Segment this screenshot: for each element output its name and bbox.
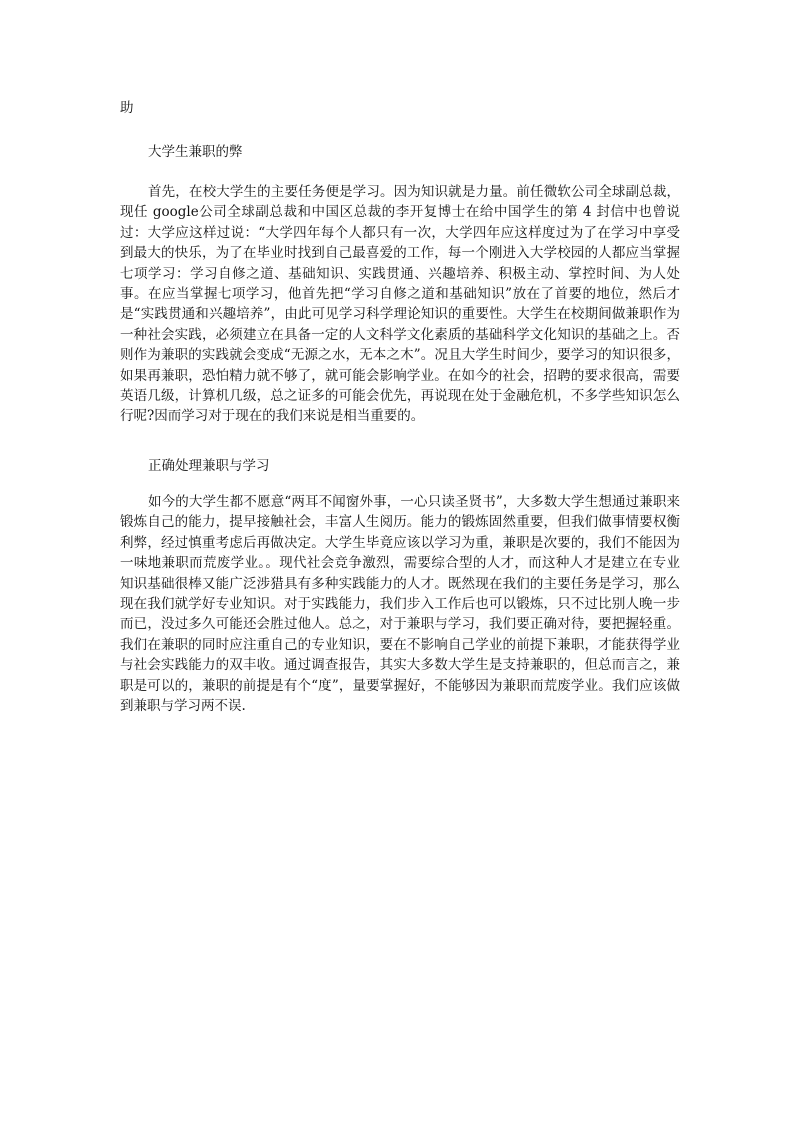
section-heading-balance: 正确处理兼职与学习 [148,458,270,474]
section-heading-drawbacks: 大学生兼职的弊 [148,144,243,160]
paragraph-drawbacks: 首先，在校大学生的主要任务便是学习。因为知识就是力量。前任微软公司全球副总裁，现任 google公司全球副总裁和中国区总裁的李开复博士在给中国学生的第 4 封信中也曾说过：大学应这样过说：“大学四年每个人都只有一次，大学四年应这样度过为了在学习中享受到最大的快乐，为了在毕业时找到自己最喜爱的工作，每一个刚进入大学校园的人都应当掌握七项学习：学习自修之道、基础知识、实践贯通、兴趣培养、积极主动、掌控时间、为人处事。在应当掌握七项学习，他首先把“学习自修之道和基础知识”放在了首要的地位，然后才是“实践贯通和兴趣培养”，由此可见学习科学理论知识的重要性。大学生在校期间做兼职作为一种社会实践，必须建立在具备一定的人文科学文化素质的基础科学文化知识的基础之上。否则作为兼职的实践就会变成“无源之水，无本之木”。况且大学生时间少，要学习的知识很多，如果再兼职，恐怕精力就不够了，就可能会影响学业。在如今的社会，招聘的要求很高，需要英语几级，计算机几级，总之证多的可能会优先，再说现在处于金融危机，不多学些知识怎么行呢?因而学习对于现在的我们来说是相当重要的。 [120,184,680,425]
lead-fragment: 助 [120,100,134,116]
paragraph-balance: 如今的大学生都不愿意“两耳不闻窗外事，一心只读圣贤书”，大多数大学生想通过兼职来锻炼自己的能力，提早接触社会，丰富人生阅历。能力的锻炼固然重要，但我们做事情要权衡利弊，经过慎重考虑后再做决定。大学生毕竟应该以学习为重，兼职是次要的，我们不能因为一味地兼职而荒废学业。。现代社会竞争激烈，需要综合型的人才，而这种人才是建立在专业知识基础很棒又能广泛涉猎具有多种实践能力的人才。既然现在我们的主要任务是学习，那么现在我们就学好专业知识。对于实践能力，我们步入工作后也可以锻炼，只不过比别人晚一步而已，没过多久可能还会胜过他人。总之，对于兼职与学习，我们要正确对待，要把握轻重。我们在兼职的同时应注重自己的专业知识，要在不影响自己学业的前提下兼职，才能获得学业与社会实践能力的双丰收。通过调查报告，其实大多数大学生是支持兼职的，但总而言之，兼职是可以的，兼职的前提是有个“度”，量要掌握好，不能够因为兼职而荒废学业。我们应该做到兼职与学习两不误. [120,494,680,715]
